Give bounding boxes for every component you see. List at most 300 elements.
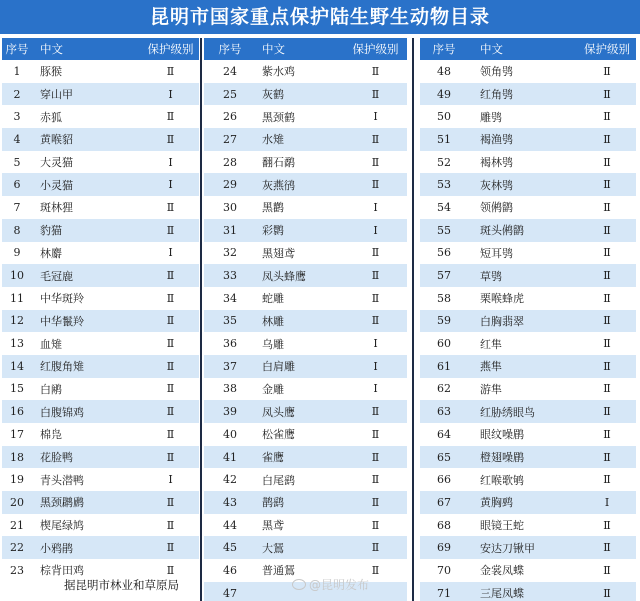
row-level: Ⅱ [603, 541, 611, 555]
row-level: Ⅱ [166, 541, 175, 555]
table-row [420, 536, 636, 559]
header-num: 序号 [218, 42, 242, 56]
table-row [420, 446, 636, 469]
row-name: 橙翅噪鹛 [480, 451, 524, 465]
row-num: 47 [223, 586, 237, 600]
row-num: 58 [437, 291, 451, 305]
row-level: Ⅰ [373, 359, 378, 373]
row-level: Ⅱ [603, 132, 611, 146]
row-level: Ⅱ [166, 110, 175, 124]
header-name: 中文 [40, 42, 63, 56]
header-num: 序号 [5, 42, 29, 56]
row-level: Ⅱ [371, 427, 380, 441]
table-row [2, 219, 199, 242]
table-row [204, 242, 407, 265]
row-level: Ⅱ [371, 563, 380, 577]
row-level: Ⅰ [168, 473, 173, 487]
row-num: 1 [13, 64, 21, 78]
row-level: Ⅰ [604, 495, 610, 509]
table-row [2, 378, 199, 401]
row-name: 红胁绣眼鸟 [480, 405, 535, 419]
table-row [420, 219, 636, 242]
row-name: 金裳凤蝶 [480, 564, 524, 578]
row-level: Ⅱ [166, 405, 175, 419]
row-num: 66 [437, 473, 451, 487]
row-level: Ⅱ [603, 405, 611, 419]
table-row [2, 196, 199, 219]
row-num: 27 [223, 132, 237, 146]
table-row [420, 514, 636, 537]
table-header [2, 38, 199, 60]
weibo-icon [292, 579, 306, 590]
row-name: 水雉 [262, 133, 284, 147]
row-level: Ⅱ [166, 200, 175, 214]
row-level: Ⅰ [168, 246, 173, 260]
row-name: 白尾鹞 [262, 473, 295, 487]
row-level: Ⅱ [371, 450, 380, 464]
row-num: 61 [437, 359, 451, 373]
row-level: Ⅱ [603, 563, 611, 577]
row-name: 松雀鹰 [262, 428, 295, 442]
table-row [204, 355, 407, 378]
table-row [420, 310, 636, 333]
row-name: 凤头鹰 [262, 405, 295, 419]
row-name: 小鸦鹃 [40, 541, 73, 555]
row-num: 25 [223, 87, 237, 101]
table-row [2, 105, 199, 128]
table-row [420, 287, 636, 310]
row-num: 30 [223, 200, 237, 214]
row-name: 褐林鸮 [480, 156, 513, 170]
row-num: 3 [13, 110, 21, 124]
row-level: Ⅱ [371, 518, 380, 532]
table-row [2, 151, 199, 174]
watermark [292, 576, 369, 593]
row-level: Ⅱ [166, 132, 175, 146]
table-row [420, 378, 636, 401]
row-name: 黄喉貂 [40, 133, 73, 147]
row-num: 50 [437, 110, 451, 124]
row-num: 55 [437, 223, 451, 237]
row-name: 大灵猫 [40, 156, 73, 170]
table-column-2 [204, 38, 407, 601]
row-name: 普通鵟 [262, 564, 295, 578]
row-num: 20 [10, 495, 24, 509]
table-row [420, 400, 636, 423]
source-note: 据昆明市林业和草原局 [64, 578, 179, 592]
row-num: 2 [13, 87, 21, 101]
table-row [2, 468, 199, 491]
table-header [204, 38, 407, 60]
table-row [2, 83, 199, 106]
table-row [204, 287, 407, 310]
table-row [2, 173, 199, 196]
row-num: 54 [437, 200, 451, 214]
row-name: 紫水鸡 [262, 65, 295, 79]
row-num: 70 [437, 563, 451, 577]
watermark-text: @昆明发布 [309, 578, 370, 592]
row-level: Ⅱ [371, 473, 380, 487]
row-name: 草鸮 [480, 269, 502, 283]
row-num: 63 [437, 405, 451, 419]
row-name: 白胸翡翠 [480, 314, 524, 328]
row-name: 眼纹噪鹛 [480, 428, 524, 442]
row-num: 11 [10, 291, 24, 305]
row-num: 32 [223, 246, 237, 260]
table-row [204, 536, 407, 559]
row-level: Ⅱ [166, 291, 175, 305]
row-name: 灰林鸮 [480, 178, 513, 192]
row-num: 38 [223, 382, 237, 396]
table-row [204, 378, 407, 401]
row-level: Ⅰ [168, 178, 173, 192]
table-row [2, 423, 199, 446]
row-level: Ⅱ [166, 450, 175, 464]
row-name: 青头潜鸭 [40, 473, 84, 487]
row-num: 21 [10, 518, 24, 532]
row-num: 59 [437, 314, 451, 328]
row-name: 红角鸮 [480, 88, 513, 102]
table-row [2, 491, 199, 514]
table-row [420, 60, 636, 83]
table-row [420, 332, 636, 355]
row-name: 中华鬣羚 [40, 314, 84, 328]
row-level: Ⅱ [166, 518, 175, 532]
row-name: 棉凫 [40, 428, 62, 442]
table-column-3 [420, 38, 636, 601]
row-level: Ⅱ [603, 269, 611, 283]
row-num: 22 [10, 541, 24, 555]
row-name: 金雕 [262, 382, 284, 396]
row-level: Ⅱ [603, 291, 611, 305]
row-name: 白肩雕 [262, 360, 295, 374]
row-level: Ⅱ [603, 155, 611, 169]
row-num: 13 [10, 337, 24, 351]
row-name: 小灵猫 [40, 178, 73, 192]
row-num: 18 [10, 450, 24, 464]
row-level: Ⅰ [373, 223, 378, 237]
table-row [420, 423, 636, 446]
row-level: Ⅱ [371, 64, 380, 78]
row-name: 领鸺鹠 [480, 201, 513, 215]
row-num: 29 [223, 178, 237, 192]
row-level: Ⅱ [371, 541, 380, 555]
row-num: 5 [13, 155, 21, 169]
table-row [204, 332, 407, 355]
row-name: 眼镜王蛇 [480, 519, 524, 533]
table-row [2, 514, 199, 537]
row-num: 57 [437, 269, 451, 283]
table-row [204, 400, 407, 423]
row-num: 60 [437, 337, 451, 351]
row-num: 65 [437, 450, 451, 464]
row-num: 9 [13, 246, 21, 260]
row-level: Ⅱ [371, 155, 380, 169]
row-name: 棕背田鸡 [40, 564, 84, 578]
row-num: 24 [223, 64, 237, 78]
table-header [420, 38, 636, 60]
row-name: 豚猴 [40, 65, 62, 79]
table-row [204, 128, 407, 151]
row-name: 豹猫 [40, 224, 62, 238]
row-name: 毛冠鹿 [40, 269, 73, 283]
row-name: 三尾凤蝶 [480, 587, 524, 601]
row-name: 短耳鸮 [480, 246, 513, 260]
row-level: Ⅰ [168, 87, 173, 101]
row-num: 12 [10, 314, 24, 328]
row-level: Ⅱ [603, 586, 611, 600]
row-level: Ⅱ [371, 269, 380, 283]
row-level: Ⅱ [603, 359, 611, 373]
row-name: 蛇雕 [262, 292, 284, 306]
table-row [420, 355, 636, 378]
table-column-1 [2, 38, 199, 582]
table-row [420, 173, 636, 196]
row-name: 中华斑羚 [40, 292, 84, 306]
table-row [204, 446, 407, 469]
row-num: 33 [223, 269, 237, 283]
row-name: 黄胸鹀 [480, 496, 513, 510]
row-name: 黑颈鹤 [262, 110, 295, 124]
row-num: 31 [223, 223, 237, 237]
row-name: 赤狐 [40, 110, 62, 124]
row-num: 23 [10, 563, 24, 577]
row-level: Ⅰ [168, 155, 173, 169]
table-row [420, 468, 636, 491]
table-row [2, 536, 199, 559]
row-level: Ⅱ [603, 246, 611, 260]
row-name: 白腹锦鸡 [40, 405, 84, 419]
table-row [420, 196, 636, 219]
table-row [204, 491, 407, 514]
row-level: Ⅱ [166, 427, 175, 441]
row-level: Ⅱ [603, 178, 611, 192]
row-num: 34 [223, 291, 237, 305]
table-row [204, 60, 407, 83]
row-name: 花脸鸭 [40, 451, 73, 465]
row-name: 乌雕 [262, 337, 284, 351]
table-row [204, 105, 407, 128]
row-name: 血雉 [40, 337, 62, 351]
table-row [420, 491, 636, 514]
table-row [420, 559, 636, 582]
row-level: Ⅱ [166, 359, 175, 373]
row-name: 灰鹤 [262, 88, 284, 102]
header-name: 中文 [262, 42, 285, 56]
row-num: 8 [13, 223, 21, 237]
row-level: Ⅱ [603, 450, 611, 464]
table-row [2, 400, 199, 423]
column-divider [412, 38, 414, 601]
row-level: Ⅱ [371, 87, 380, 101]
row-num: 4 [13, 132, 21, 146]
row-level: Ⅱ [603, 518, 611, 532]
row-level: Ⅱ [166, 495, 175, 509]
row-level: Ⅱ [371, 291, 380, 305]
row-level: Ⅰ [373, 200, 378, 214]
row-level: Ⅱ [166, 382, 175, 396]
row-name: 林雕 [262, 314, 284, 328]
row-num: 37 [223, 359, 237, 373]
column-divider [200, 38, 202, 601]
table-row [204, 514, 407, 537]
row-num: 40 [223, 427, 237, 441]
row-name: 红喉歌鸲 [480, 473, 524, 487]
table-row [2, 446, 199, 469]
row-num: 56 [437, 246, 451, 260]
row-name: 燕隼 [480, 360, 502, 374]
table-row [420, 151, 636, 174]
row-num: 35 [223, 314, 237, 328]
row-num: 53 [437, 178, 451, 192]
row-name: 斑林狸 [40, 201, 73, 215]
table-row [2, 264, 199, 287]
table-row [420, 83, 636, 106]
row-num: 17 [10, 427, 24, 441]
table-row [2, 332, 199, 355]
row-num: 28 [223, 155, 237, 169]
row-num: 46 [223, 563, 237, 577]
row-name: 褐渔鸮 [480, 133, 513, 147]
header-level: 保护级别 [352, 42, 399, 56]
row-level: Ⅱ [166, 563, 175, 577]
row-name: 黑鸢 [262, 519, 284, 533]
row-num: 71 [437, 586, 451, 600]
row-level: Ⅱ [371, 178, 380, 192]
table-row [204, 264, 407, 287]
row-level: Ⅱ [371, 495, 380, 509]
table-row [2, 310, 199, 333]
row-name: 凤头蜂鹰 [262, 269, 306, 283]
row-num: 15 [10, 382, 24, 396]
row-num: 7 [13, 200, 21, 214]
row-name: 栗喉蜂虎 [480, 292, 524, 306]
row-name: 大鵟 [262, 541, 284, 555]
row-num: 14 [10, 359, 24, 373]
table-row [420, 128, 636, 151]
row-level: Ⅱ [371, 132, 380, 146]
table-row [2, 128, 199, 151]
row-level: Ⅰ [373, 110, 378, 124]
row-num: 10 [10, 269, 24, 283]
table-row [420, 105, 636, 128]
row-num: 19 [10, 473, 24, 487]
row-level: Ⅱ [371, 246, 380, 260]
row-level: Ⅱ [166, 64, 175, 78]
row-level: Ⅱ [166, 269, 175, 283]
row-num: 26 [223, 110, 237, 124]
row-num: 67 [437, 495, 451, 509]
row-level: Ⅱ [371, 314, 380, 328]
row-num: 16 [10, 405, 24, 419]
table-row [204, 219, 407, 242]
row-name: 红腹角雉 [40, 360, 84, 374]
row-level: Ⅱ [603, 110, 611, 124]
row-num: 49 [437, 87, 451, 101]
table-row [420, 264, 636, 287]
row-level: Ⅱ [603, 64, 611, 78]
row-level: Ⅰ [373, 382, 378, 396]
row-level: Ⅱ [603, 314, 611, 328]
row-level: Ⅰ [373, 337, 378, 351]
row-name: 黑翅鸢 [262, 246, 295, 260]
row-level: Ⅱ [603, 473, 611, 487]
row-num: 45 [223, 541, 237, 555]
row-name: 黑颈䴙䴘 [40, 496, 84, 510]
row-level: Ⅱ [371, 405, 380, 419]
table-row [204, 173, 407, 196]
row-name: 翻石鹬 [262, 156, 295, 170]
row-num: 6 [13, 178, 21, 192]
row-num: 43 [223, 495, 237, 509]
row-name: 楔尾绿鸠 [40, 519, 84, 533]
row-level: Ⅱ [603, 382, 611, 396]
header-level: 保护级别 [147, 42, 194, 56]
row-name: 林麝 [40, 246, 62, 260]
row-num: 68 [437, 518, 451, 532]
row-name: 游隼 [480, 382, 502, 396]
table-row [204, 468, 407, 491]
row-level: Ⅱ [603, 427, 611, 441]
row-num: 51 [437, 132, 451, 146]
table-row [2, 242, 199, 265]
row-name: 穿山甲 [40, 88, 73, 102]
row-num: 52 [437, 155, 451, 169]
row-name: 彩鹮 [262, 224, 284, 238]
table-row [2, 60, 199, 83]
table-row [204, 423, 407, 446]
table-row [2, 287, 199, 310]
row-name: 灰燕鸻 [262, 178, 295, 192]
page-title: 昆明市国家重点保护陆生野生动物目录 [0, 0, 640, 34]
table-row [204, 83, 407, 106]
table-row [420, 242, 636, 265]
row-name: 斑头鸺鹠 [480, 224, 524, 238]
table-row [420, 582, 636, 601]
header-level: 保护级别 [584, 42, 630, 56]
row-level: Ⅱ [166, 337, 175, 351]
row-level: Ⅱ [603, 200, 611, 214]
row-name: 领角鸮 [480, 65, 513, 79]
row-level: Ⅱ [603, 337, 611, 351]
header-num: 序号 [432, 42, 456, 56]
row-num: 62 [437, 382, 451, 396]
row-level: Ⅱ [603, 223, 611, 237]
row-name: 雀鹰 [262, 451, 284, 465]
row-name: 鹊鹞 [262, 496, 284, 510]
row-level: Ⅱ [166, 223, 175, 237]
row-name: 安达刀锹甲 [480, 541, 535, 555]
table-row [204, 196, 407, 219]
row-name: 黑鹳 [262, 201, 284, 215]
row-num: 64 [437, 427, 451, 441]
header-name: 中文 [480, 42, 503, 56]
table-row [204, 151, 407, 174]
table-row [2, 355, 199, 378]
row-num: 41 [223, 450, 237, 464]
row-num: 39 [223, 405, 237, 419]
row-num: 48 [437, 64, 451, 78]
row-level: Ⅱ [603, 87, 611, 101]
table-row [204, 310, 407, 333]
row-level: Ⅱ [166, 314, 175, 328]
row-name: 白鹇 [40, 382, 62, 396]
row-num: 44 [223, 518, 237, 532]
row-name: 红隼 [480, 337, 502, 351]
row-num: 36 [223, 337, 237, 351]
row-name: 雕鸮 [480, 110, 502, 124]
row-num: 69 [437, 541, 451, 555]
